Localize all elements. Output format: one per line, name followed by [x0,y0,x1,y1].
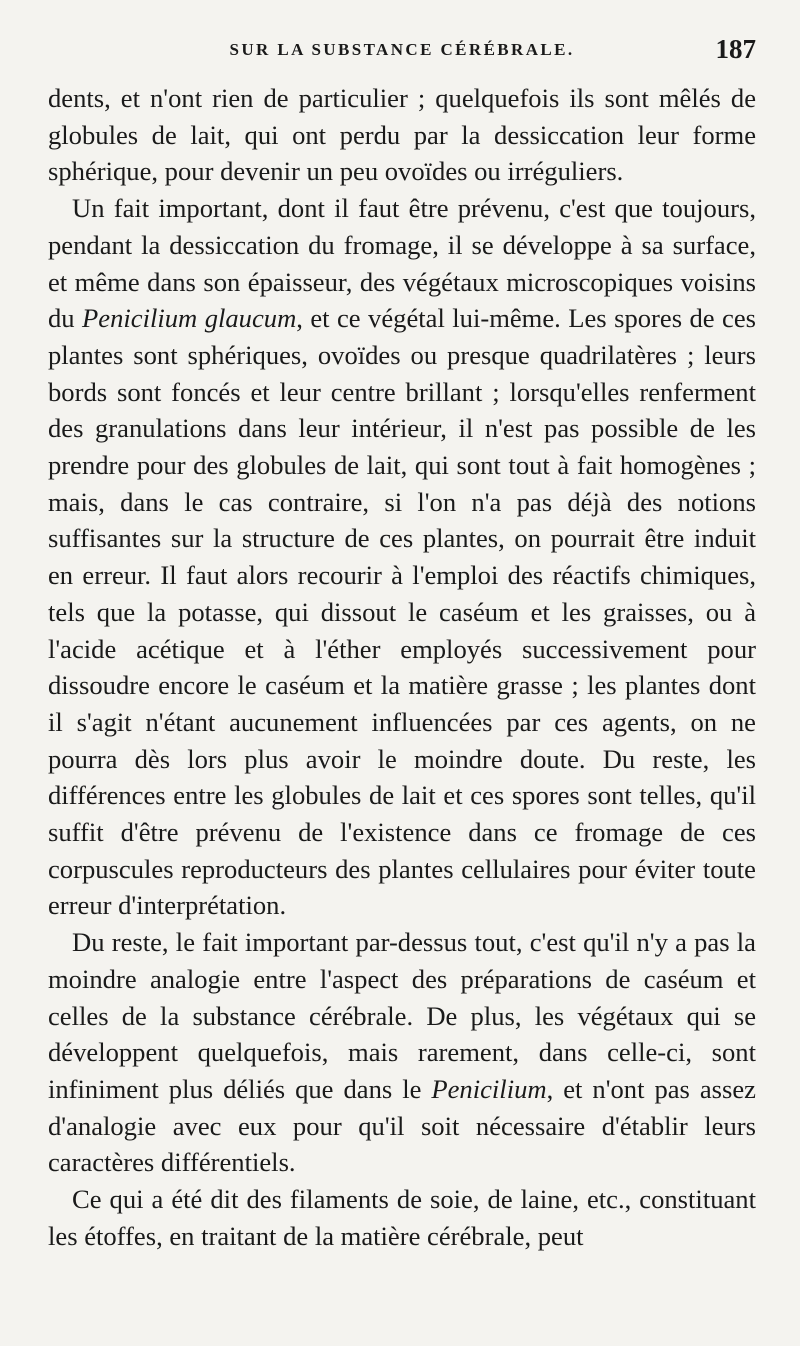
paragraph-4 [48,1181,756,1254]
page-number: 187 [715,34,756,64]
body-text [48,80,756,1255]
running-header [48,30,756,80]
species-name: Penicilium glaucum [82,303,297,334]
paragraph-4-text: Ce qui a été dit des filaments de soie, de laine, etc., constituant les étoffes, en traitant de la matière cérébrale, peut [48,1184,756,1251]
paragraph-1-text: dents, et n'ont rien de particulier ; quelquefois ils sont mêlés de globules de lait, qui ont perdu par la dessiccation leur forme sphérique, pour devenir un peu ovoïdes ou irréguliers. [48,83,756,187]
genus-name: Penicilium [431,1073,547,1104]
paragraph-3-text-a: Du reste, le fait important par-dessus tout, c'est qu'il n'y a pas la moindre analogie entre l'aspect des préparations de caséum et celles de la substance cérébrale. De plus, les végétaux qui se développent quelquefois, mais rarement, dans celle-ci, sont infiniment plus déliés que dans le [48,927,756,1104]
paragraph-2 [48,190,756,924]
paragraph-2-text-a: Un fait important, dont il faut être prévenu, c'est que toujours, pendant la dessiccation du fromage, il se développe à sa surface, et même dans son épaisseur, des végétaux microscopiques voisins du [48,193,756,334]
paragraph-3 [48,924,756,1181]
paragraph-1 [48,80,756,190]
paragraph-2-text-b: , et ce végétal lui-même. Les spores de ces plantes sont sphériques, ovoïdes ou presque quadrilatères ; leurs bords sont foncés et leur centre brillant ; lorsqu'elles renferment des granulations dans leur intérieur, il n'est pas possible de les prendre pour des globules de lait, qui sont tout à fait homogènes ; mais, dans le cas contraire, si l'on n'a pas déjà des notions suffisantes sur la structure de ces plantes, on pourrait être induit en erreur. Il faut alors recourir à l'emploi des réactifs chimiques, tels que la potasse, qui dissout le caséum et les graisses, ou à l'acide acétique et à l'éther employés successivement pour dissoudre encore le caséum et la matière grasse ; les plantes dont il s'agit n'étant aucunement influencées par ces agents, on ne pourra dès lors plus avoir le moindre doute. Du reste, les différences entre les globules de lait et ces spores sont telles, qu'il suffit d'être prévenu de l'existence dans ce fromage de ces corpuscules reproducteurs des plantes cellulaires pour éviter toute erreur d'interprétation. [48,303,756,921]
running-title: SUR LA SUBSTANCE CÉRÉBRALE. [229,40,575,59]
paragraph-3-text-b: , et n'ont pas assez d'analogie avec eux pour qu'il soit nécessaire d'établir leurs caractères différentiels. [48,1073,756,1178]
